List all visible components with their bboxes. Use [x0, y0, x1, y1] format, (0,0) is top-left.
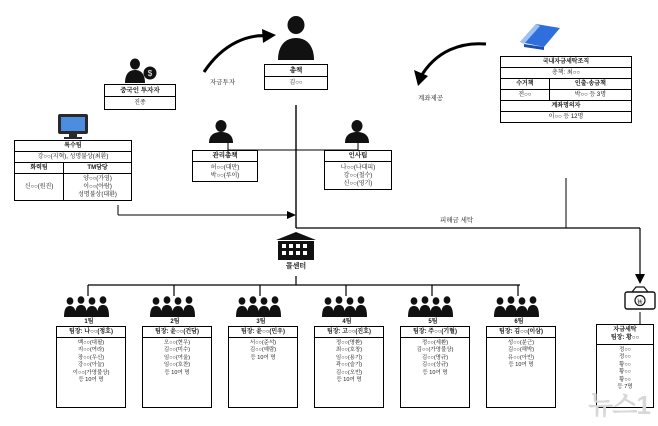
team-5-box[interactable] [400, 326, 470, 408]
investor-avatar [120, 56, 158, 84]
arrow-label-laundering: 피해금 세탁 [440, 217, 474, 224]
hr-team-line-1: 나○○(나대피) [340, 165, 376, 171]
mlo-account-holder-names: 이○○ 등 12명 [501, 112, 632, 123]
team-1-member-6: 등 10여 명 [78, 377, 104, 384]
team-1-people-icon [62, 296, 116, 318]
monitor-icon [56, 112, 90, 140]
team-6-member-4: 등 10여 명 [508, 362, 534, 369]
building-icon [272, 232, 320, 262]
team-6-no: 6팀 [514, 319, 524, 325]
domestic-cash-member-1: 정○○ [619, 347, 631, 353]
manager-avatar [204, 120, 238, 144]
team-5-member-1: 정○○(세환) [421, 340, 449, 346]
team-4-people-icon [320, 296, 374, 318]
domestic-cash-member-6: 등 7명 [617, 384, 633, 391]
team-1-member-2: 지○○(여라) [77, 347, 105, 354]
team-3-people-icon [234, 296, 288, 318]
special-team-header: 특수팀 [15, 141, 132, 152]
boss-avatar [268, 14, 324, 62]
team-1-no: 1팀 [84, 319, 94, 325]
team-3-member-3: 등 10여 명 [250, 354, 276, 361]
mlo-boss: 총책: 최○○ [501, 68, 632, 79]
hr-team-line-3: 신○○(영기) [343, 181, 373, 187]
investor-name: 진종 [134, 100, 146, 106]
team-6-leader: 팀장: 김○○(이삼) [487, 327, 555, 338]
team-6-member-2: 김○○(해박) [507, 347, 535, 354]
team-2-leader: 팀장: 윤○○(건담) [143, 327, 211, 338]
mlo-account-holder-header: 계좌명의자 [501, 101, 632, 112]
special-team-tm-2: 이○○(아람) [83, 184, 112, 190]
domestic-cash-member-2: 정○○ [619, 354, 631, 361]
manager-header: 관리총책 [193, 150, 257, 162]
boss-title: 총책 [265, 65, 327, 77]
team-4-member-2: 최○○(호창) [335, 347, 363, 354]
special-team-firepower-body: 신○○(원진) [15, 174, 64, 201]
manager-box[interactable] [192, 150, 258, 182]
special-team-tm-3: 성명불상(대환) [78, 192, 117, 198]
mlo-withdrawer-name: 박○○ 등 3명 [549, 90, 631, 101]
hr-team-line-2: 강○○(철수) [343, 173, 373, 179]
team-2-no: 2팀 [170, 319, 180, 325]
manager-line-1: 허○○(대만) [210, 165, 240, 171]
special-team-box[interactable] [14, 140, 132, 201]
team-4-box[interactable] [314, 326, 384, 408]
call-center-label: 콜센터 [285, 263, 307, 270]
mlo-collector-name: 전○○ [501, 90, 550, 101]
mlo-collector-header: 수거책 [501, 79, 550, 90]
mlo-header: 국내자금세탁조직 [501, 57, 632, 68]
team-2-member-1: 오○○(현우) [163, 340, 191, 346]
team-3-member-2: 김○○(예람) [249, 347, 277, 354]
team-3-member-1: 서○○(준석) [249, 340, 277, 346]
investor-box[interactable] [104, 84, 176, 110]
domestic-cash-line-1: 자금세탁 [613, 327, 637, 333]
team-6-people-icon [492, 296, 546, 318]
boss-box[interactable] [264, 64, 328, 90]
team-6-box[interactable] [486, 326, 556, 408]
svg-text:$: $ [147, 69, 153, 78]
team-5-leader: 팀장: 주○○(기혈) [401, 327, 469, 338]
team-4-member-4: 곽○○(슬기) [335, 362, 363, 369]
team-1-box[interactable] [56, 326, 126, 408]
hr-avatar [340, 120, 374, 144]
bankbook-icon [516, 18, 562, 52]
team-3-no: 3팀 [256, 319, 266, 325]
team-6-member-3: 유○○(아빈) [507, 354, 535, 361]
boss-name: 김○○ [289, 80, 303, 86]
hr-team-box[interactable] [324, 150, 392, 190]
team-5-member-5: 등 10여 명 [422, 369, 448, 376]
team-4-leader: 팀장: 고○○(진호) [315, 327, 383, 338]
domestic-cash-member-4: 황○○ [619, 369, 631, 376]
team-2-member-3: 임○○(여울) [163, 354, 191, 361]
team-5-member-2: 김○○(가영불상) [416, 347, 454, 354]
special-team-row1: 강○○(지혁), 성명불상(최환) [15, 152, 132, 163]
team-5-member-3: 김○○(명규) [421, 354, 449, 361]
team-1-member-3: 장○○(우신) [77, 354, 105, 361]
mlo-withdrawer-header: 인출·송금책 [549, 79, 631, 90]
manager-line-2: 박○○(루이) [210, 173, 240, 179]
team-2-people-icon [148, 296, 202, 318]
domestic-cash-line-2: 팀장: 황○○ [610, 334, 640, 341]
team-1-member-5: 이○○(가영불상) [72, 369, 110, 376]
special-team-firepower-header: 화력팀 [15, 163, 64, 174]
investor-title: 중국인 투자자 [105, 85, 175, 97]
watermark: 뉴스1 [588, 390, 650, 420]
team-6-member-1: 성○○(분근) [507, 340, 535, 346]
arrow-label-investment: 자금투자 [210, 79, 236, 86]
special-team-tm-1: 양○○(가영) [83, 176, 112, 182]
team-1-member-1: 백○○(대필) [77, 340, 105, 346]
team-3-box[interactable] [228, 326, 298, 408]
team-5-member-4: 김○○(상규) [421, 362, 449, 369]
team-2-member-4: 임○○(호찬) [163, 362, 191, 369]
team-1-member-4: 강○○(아늘) [77, 362, 105, 369]
team-3-leader: 팀장: 윤○○(민우) [229, 327, 297, 338]
team-2-box[interactable] [142, 326, 212, 408]
domestic-cash-member-3: 황○○ [619, 361, 631, 368]
arrow-label-account-supply: 계좌제공 [418, 95, 444, 102]
team-4-no: 4팀 [342, 319, 352, 325]
domestic-cash-member-5: 황○○ [619, 376, 631, 383]
team-2-member-2: 김○○(미수) [163, 347, 191, 354]
team-1-leader: 팀장: 나○○(정호) [57, 327, 125, 338]
svg-text:￦: ￦ [636, 298, 644, 306]
team-5-no: 5팀 [428, 319, 438, 325]
team-4-member-3: 임○○(용기) [335, 354, 363, 361]
money-laundering-org-table[interactable] [500, 56, 632, 123]
team-4-member-6: 등 10여 명 [336, 377, 362, 384]
team-5-people-icon [406, 296, 460, 318]
team-4-member-5: 김○○(오빈) [335, 369, 363, 376]
team-4-member-1: 정○○(명환) [335, 340, 363, 346]
team-2-member-5: 등 10여 명 [164, 369, 190, 376]
special-team-tm-header: TM담당 [64, 163, 132, 174]
money-bag-icon [622, 286, 658, 312]
hr-team-header: 인사팀 [325, 150, 391, 162]
